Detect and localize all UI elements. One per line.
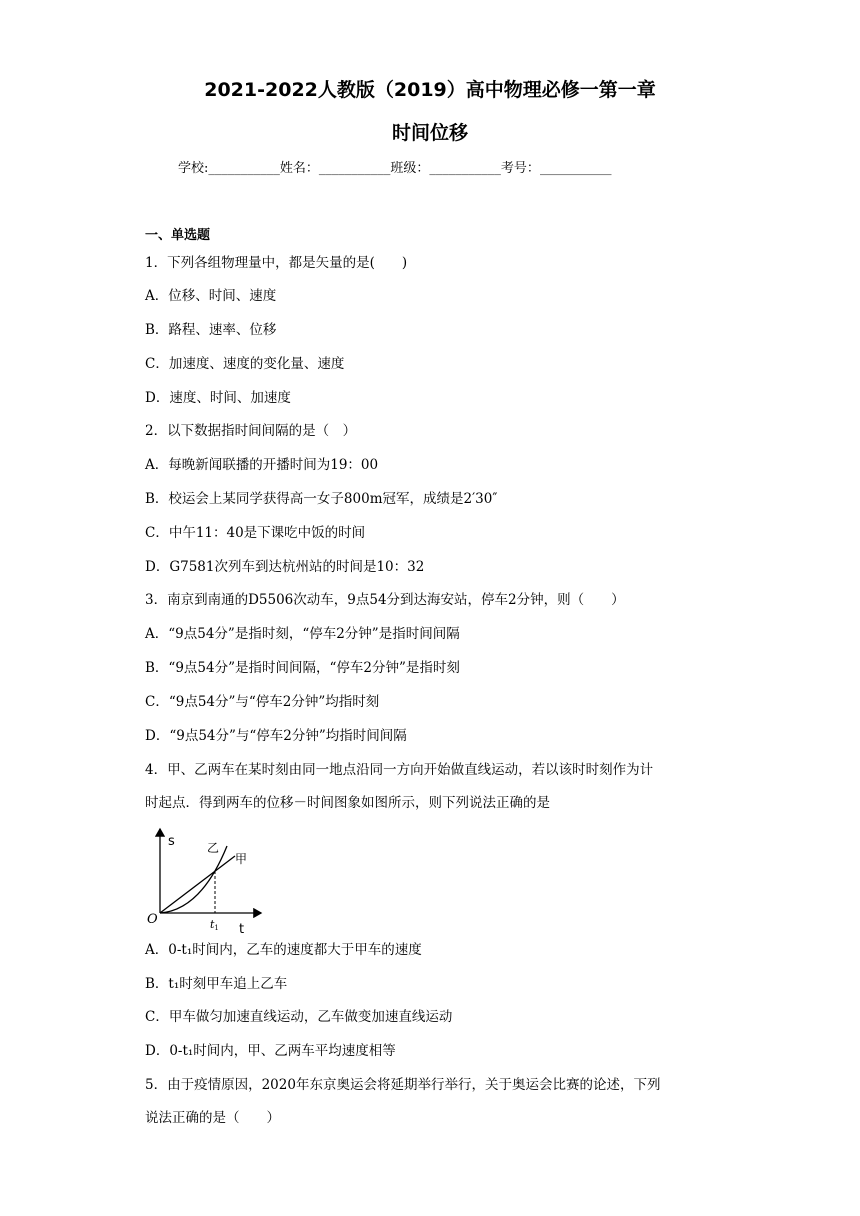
question-3-option-a: A．“9点54分”是指时刻，“停车2分钟”是指时间间隔	[145, 626, 460, 642]
question-2-stem: 2．以下数据指时间间隔的是（ ）	[145, 423, 357, 439]
question-3-option-d: D．“9点54分”与“停车2分钟”均指时间间隔	[145, 728, 407, 744]
exam-number-blank[interactable]: ___________	[539, 161, 612, 176]
question-3-stem: 3．南京到南通的D5506次动车，9点54分到达海安站，停车2分钟，则（ ）	[145, 592, 625, 608]
question-5-stem-line-2: 说法正确的是（ ）	[145, 1110, 280, 1126]
jia-line	[160, 856, 235, 913]
document-title: 2021-2022人教版（2019）高中物理必修一第一章	[204, 79, 656, 101]
document-subtitle: 时间位移	[391, 122, 468, 144]
yi-curve	[160, 846, 227, 913]
exam-number-label: 考号：	[500, 161, 540, 176]
displacement-time-graph	[143, 824, 268, 936]
question-1-option-c: C．加速度、速度的变化量、速度	[145, 356, 345, 372]
question-4-option-c: C．甲车做匀加速直线运动，乙车做变加速直线运动	[145, 1009, 453, 1025]
question-3-option-b: B．“9点54分”是指时间间隔，“停车2分钟”是指时刻	[145, 660, 460, 676]
curve-jia-label: 甲	[235, 852, 248, 866]
name-blank[interactable]: ___________	[318, 161, 391, 176]
question-5-stem-line-1: 5．由于疫情原因，2020年东京奥运会将延期举行举行，关于奥运会比赛的论述，下列	[145, 1077, 661, 1093]
question-4-option-d: D．0-t₁时间内，甲、乙两车平均速度相等	[145, 1043, 396, 1059]
question-1-option-d: D．速度、时间、加速度	[145, 390, 291, 406]
s-axis-label: s	[168, 834, 175, 849]
class-blank[interactable]: ___________	[429, 161, 501, 176]
t-axis-label: t	[239, 922, 245, 936]
question-4-stem-line-2: 时起点．得到两车的位移－时间图象如图所示，则下列说法正确的是	[145, 795, 550, 811]
question-1-option-a: A．位移、时间、速度	[145, 288, 277, 304]
origin-label: O	[147, 912, 158, 927]
class-label: 班级：	[390, 161, 430, 176]
question-2-option-a: A．每晚新闻联播的开播时间为19：00	[145, 457, 379, 473]
question-4-stem-line-1: 4．甲、乙两车在某时刻由同一地点沿同一方向开始做直线运动，若以该时时刻作为计	[145, 762, 654, 778]
section-heading: 一、单选题	[145, 228, 211, 243]
question-2-option-c: C．中午11：40是下课吃中饭的时间	[145, 525, 366, 541]
question-4-option-a: A．0-t₁时间内，乙车的速度都大于甲车的速度	[145, 942, 422, 958]
question-3-option-c: C．“9点54分”与“停车2分钟”均指时刻	[145, 694, 380, 710]
question-2-option-d: D．G7581次列车到达杭州站的时间是10：32	[145, 559, 425, 575]
school-label: 学校:	[178, 161, 209, 176]
question-1-option-b: B．路程、速率、位移	[145, 322, 277, 338]
t1-label: t1	[210, 918, 219, 932]
school-blank[interactable]: ___________	[208, 161, 280, 176]
curve-yi-label: 乙	[207, 841, 220, 855]
name-label: 姓名：	[279, 161, 319, 176]
student-info-line	[178, 159, 611, 179]
question-4-option-b: B．t₁时刻甲车追上乙车	[145, 976, 288, 992]
question-1-stem: 1．下列各组物理量中，都是矢量的是( )	[145, 255, 408, 271]
question-2-option-b: B．校运会上某同学获得高一女子800m冠军，成绩是2′30″	[145, 491, 498, 507]
